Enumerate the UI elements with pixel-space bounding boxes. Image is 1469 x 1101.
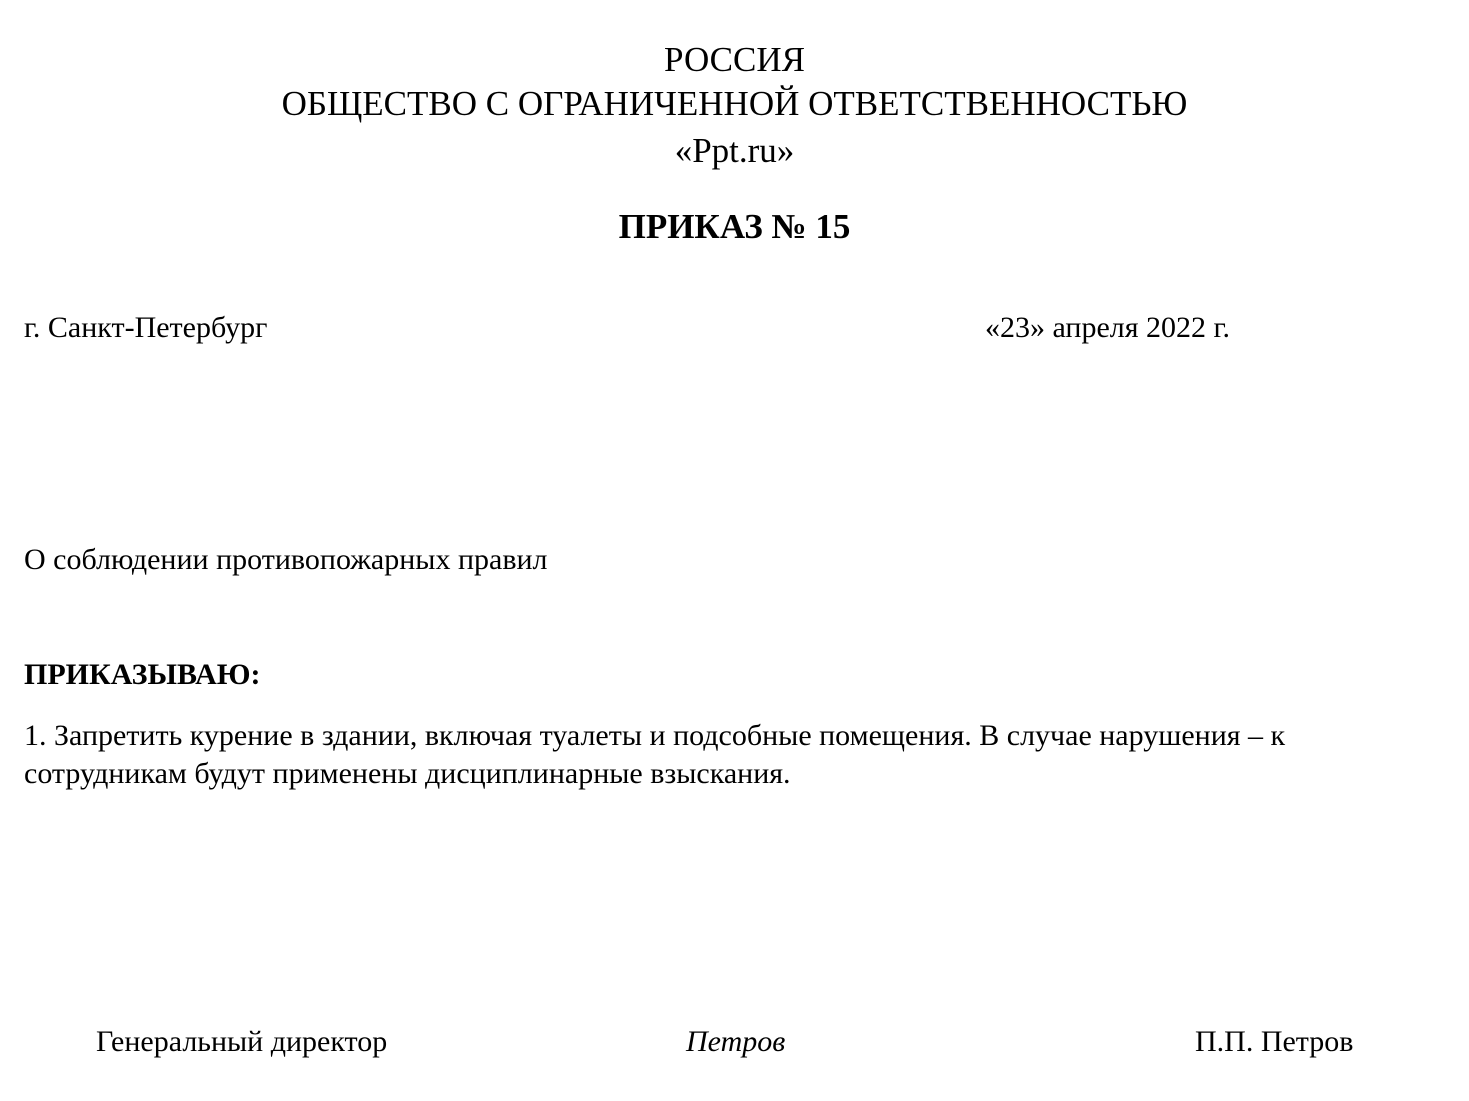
- signature-handwritten: Петров: [686, 1025, 786, 1058]
- order-item-line-1: 1. Запретить курение в здании, включая туалеты и подсобные помещения. В случае нарушения – к: [24, 719, 1286, 752]
- header-org-type: ОБЩЕСТВО С ОГРАНИЧЕННОЙ ОТВЕТСТВЕННОСТЬЮ: [281, 84, 1188, 123]
- header-country: РОССИЯ: [664, 40, 805, 79]
- signature-position: Генеральный директор: [96, 1025, 388, 1058]
- order-item-line-2: сотрудникам будут применены дисциплинарные взыскания.: [24, 757, 791, 790]
- order-city: г. Санкт-Петербург: [24, 311, 268, 344]
- order-directive: ПРИКАЗЫВАЮ:: [24, 658, 261, 691]
- order-date: «23» апреля 2022 г.: [985, 311, 1230, 344]
- signature-name: П.П. Петров: [1195, 1025, 1354, 1058]
- order-title: ПРИКАЗ № 15: [618, 207, 851, 246]
- order-subject: О соблюдении противопожарных правил: [24, 543, 548, 576]
- header-org-name: «Ppt.ru»: [674, 131, 795, 170]
